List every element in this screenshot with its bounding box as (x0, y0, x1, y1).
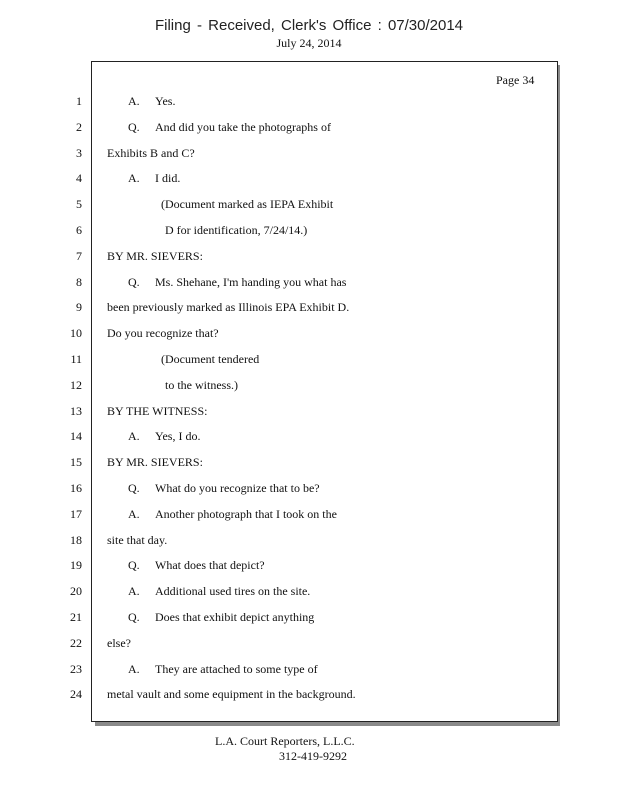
line-text (107, 275, 346, 290)
speaker-label: A. (128, 584, 140, 599)
line-text (107, 146, 195, 161)
line-content: Does that exhibit depict anything (155, 610, 315, 624)
reporter-company: L.A. Court Reporters, L.L.C. (215, 734, 355, 748)
line-number: 11 (70, 352, 82, 366)
line-content: metal vault and some equipment in the background. (107, 687, 356, 702)
line-content: What do you recognize that to be? (155, 481, 320, 495)
line-content: Another photograph that I took on the (155, 506, 337, 521)
line-content: been previously marked as Illinois EPA Exhibit D. (107, 300, 350, 315)
line-content: BY MR. SIEVERS: (107, 455, 203, 470)
line-text (107, 171, 180, 186)
line-text (107, 507, 337, 522)
line-text (107, 429, 200, 444)
line-content: I did. (155, 171, 181, 186)
line-text (107, 197, 333, 212)
line-text (107, 533, 167, 548)
line-text (107, 326, 219, 341)
line-text (107, 223, 307, 238)
line-number: 18 (70, 532, 82, 547)
speaker-label: Q. (128, 558, 140, 573)
speaker-label: A. (128, 506, 140, 521)
line-text (107, 662, 318, 677)
line-text (107, 481, 320, 496)
line-content: Yes, I do. (155, 429, 201, 444)
line-text (107, 94, 175, 109)
line-text (107, 120, 331, 135)
line-content: to the witness.) (165, 377, 238, 392)
line-text (107, 352, 259, 367)
line-number: 4 (76, 171, 82, 186)
line-number: 15 (70, 455, 82, 470)
line-text (107, 455, 203, 470)
line-number: 17 (70, 506, 82, 521)
line-number: 23 (70, 661, 82, 676)
line-number: 19 (70, 558, 82, 573)
line-content: Additional used tires on the site. (155, 584, 311, 599)
line-content: BY THE WITNESS: (107, 403, 208, 418)
line-number: 6 (76, 223, 82, 237)
line-text (107, 584, 310, 599)
line-text (107, 249, 203, 264)
speaker-label: A. (128, 171, 140, 186)
line-text (107, 636, 131, 651)
line-text (107, 378, 238, 393)
filing-stamp: Filing - Received, Clerk's Office : 07/30/2014 (154, 17, 464, 34)
line-number: 8 (76, 274, 82, 289)
line-number: 12 (70, 377, 82, 392)
line-text (107, 558, 265, 573)
line-number: 21 (70, 610, 82, 624)
line-content: And did you take the photographs of (155, 119, 331, 134)
speaker-label: Q. (128, 274, 140, 289)
line-text (107, 687, 356, 702)
line-number: 13 (70, 403, 82, 418)
line-content: (Document tendered (161, 352, 260, 366)
line-number: 14 (70, 429, 82, 444)
line-content: site that day. (107, 532, 168, 547)
line-content: Yes. (155, 94, 176, 108)
line-content: Ms. Shehane, I'm handing you what has (155, 274, 347, 289)
speaker-label: Q. (128, 481, 140, 495)
line-number: 3 (76, 145, 82, 160)
line-content: BY MR. SIEVERS: (107, 248, 203, 263)
line-number: 16 (70, 481, 82, 495)
speaker-label: A. (128, 94, 140, 108)
line-content: D for identification, 7/24/14.) (165, 223, 308, 237)
line-number: 20 (70, 584, 82, 599)
reporter-phone: 312-419-9292 (279, 749, 347, 763)
line-number: 2 (76, 119, 82, 134)
line-content: else? (107, 635, 131, 650)
line-text (107, 300, 349, 315)
line-content: What does that depict? (155, 558, 265, 573)
line-number: 10 (70, 326, 82, 341)
line-content: Exhibits B and C? (107, 145, 195, 160)
transcript-date: July 24, 2014 (276, 36, 342, 50)
line-content: They are attached to some type of (155, 661, 318, 676)
line-number: 1 (76, 94, 82, 108)
line-text (107, 404, 207, 419)
line-number: 7 (76, 248, 82, 263)
line-number: 22 (70, 635, 82, 650)
line-number: 24 (70, 687, 82, 702)
speaker-label: A. (128, 429, 140, 444)
line-content: Do you recognize that? (107, 326, 219, 341)
speaker-label: A. (128, 661, 140, 676)
line-text (107, 610, 314, 625)
line-content: (Document marked as IEPA Exhibit (161, 197, 334, 212)
speaker-label: Q. (128, 610, 140, 624)
line-number: 9 (76, 300, 82, 315)
page-number: Page 34 (496, 73, 535, 87)
speaker-label: Q. (128, 119, 140, 134)
line-number: 5 (76, 197, 82, 212)
